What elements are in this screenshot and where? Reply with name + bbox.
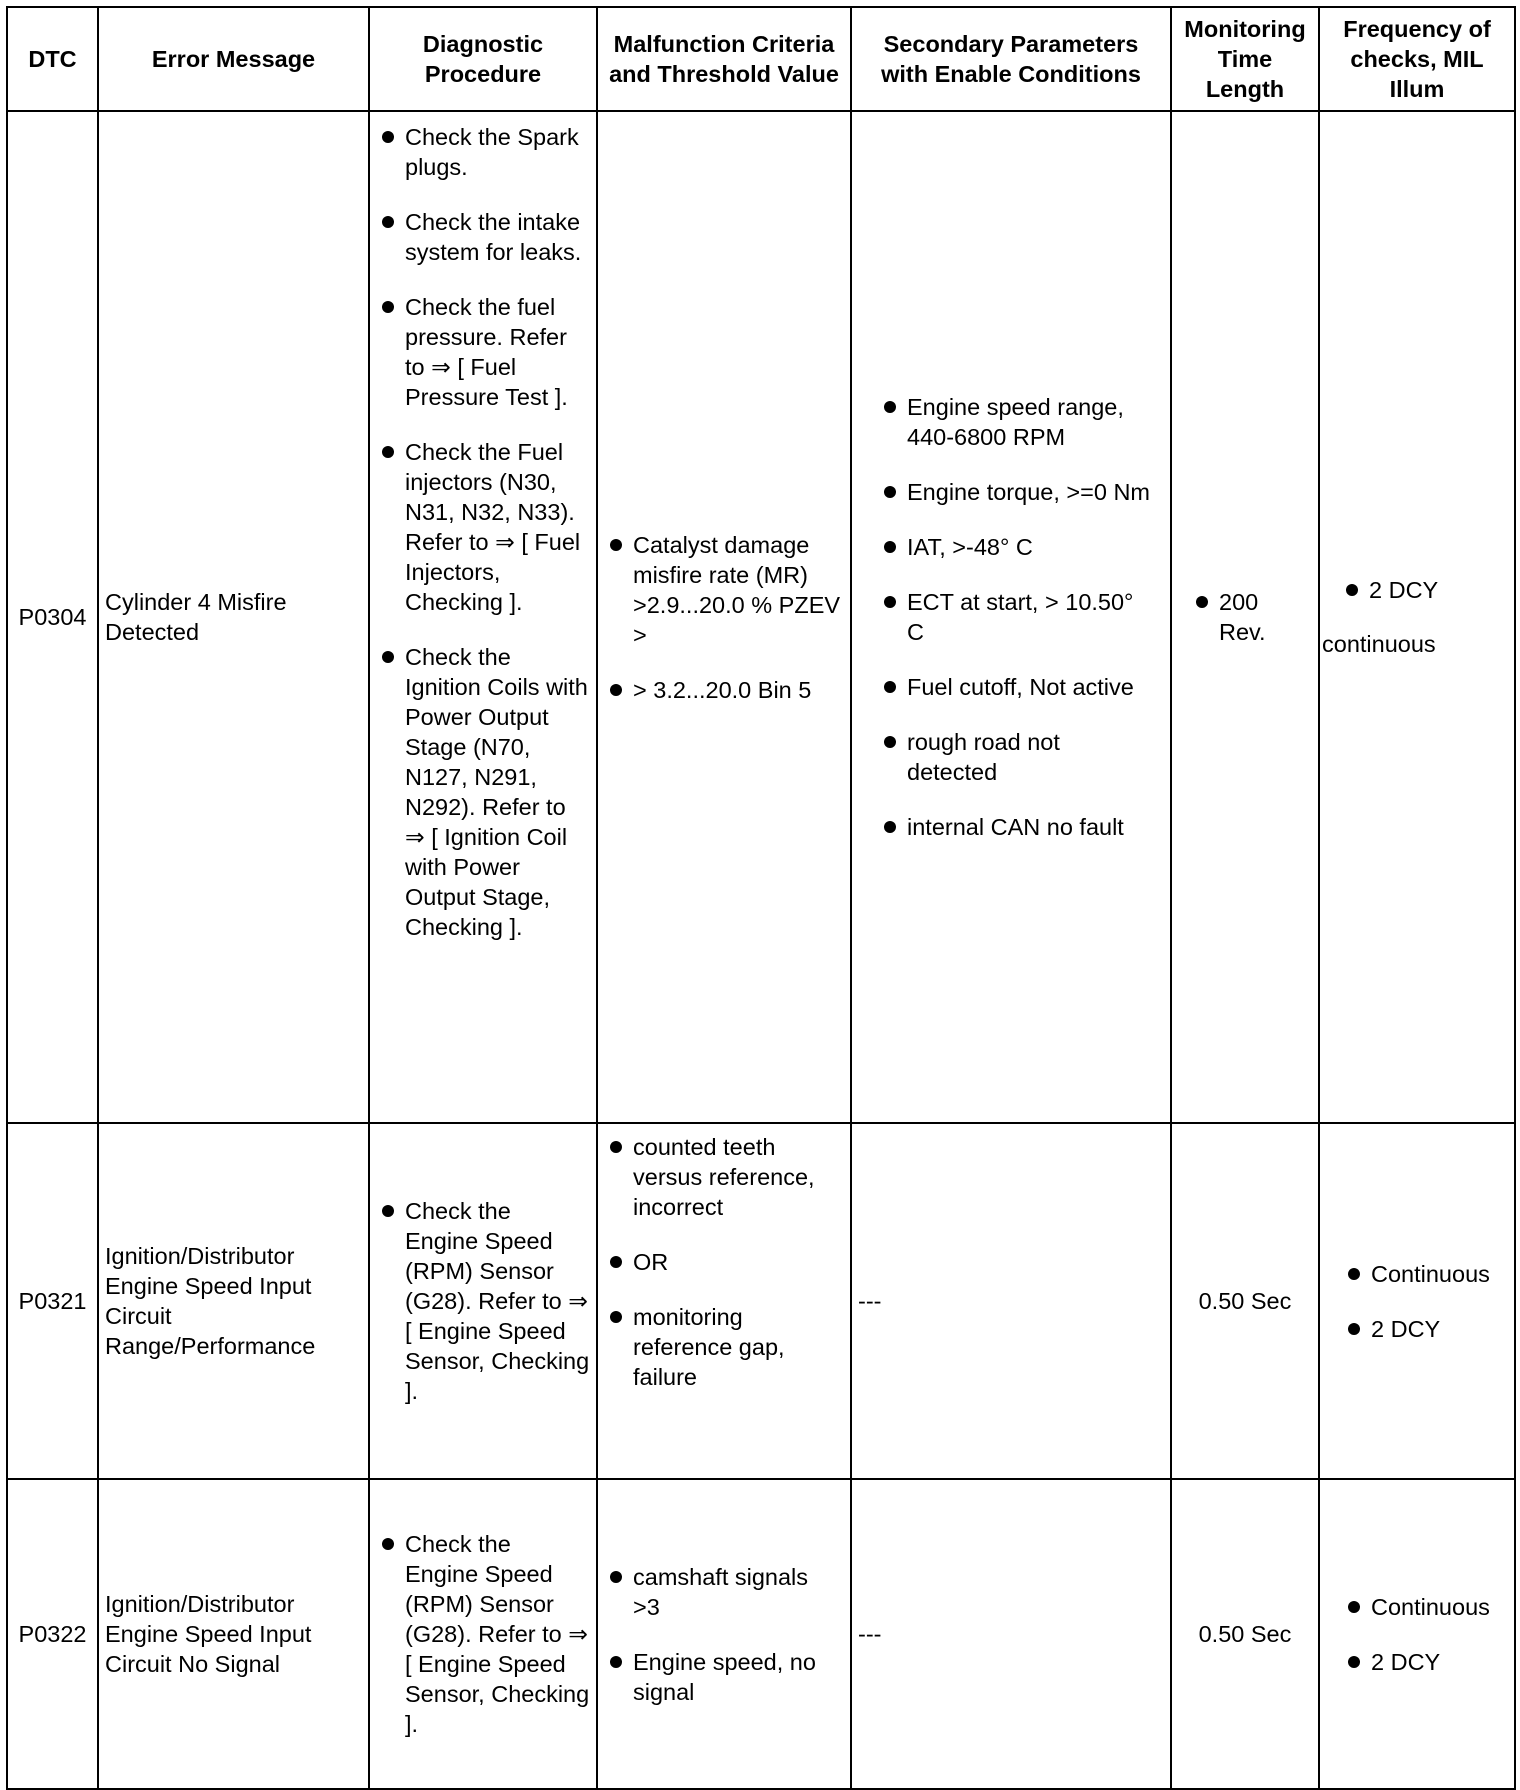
frequency-list bbox=[1322, 575, 1508, 605]
criteria-list bbox=[604, 530, 844, 705]
header-diagnostic-procedure: Diagnostic Procedure bbox=[369, 7, 597, 111]
monitoring-time: 0.50 Sec bbox=[1171, 1479, 1319, 1789]
procedure-list bbox=[376, 1529, 590, 1739]
list-item: Check the Fuel injectors (N30, N31, N32, N33). Refer to ⇒ [ Fuel Injectors, Checking ]. bbox=[376, 437, 590, 617]
list-item: 200 Rev. bbox=[1190, 587, 1312, 647]
diagnostic-procedure bbox=[369, 1123, 597, 1479]
dtc-table bbox=[6, 6, 1516, 1790]
procedure-list bbox=[376, 1196, 590, 1406]
error-message: Ignition/Distributor Engine Speed Input Circuit Range/Performance bbox=[98, 1123, 369, 1479]
criteria-list bbox=[604, 1132, 820, 1392]
list-item: internal CAN no fault bbox=[878, 812, 1154, 842]
criteria-list bbox=[604, 1562, 830, 1707]
monitoring-time: 0.50 Sec bbox=[1171, 1123, 1319, 1479]
malfunction-criteria bbox=[597, 111, 851, 1123]
header-row bbox=[7, 7, 1515, 111]
list-item: IAT, >-48° C bbox=[878, 532, 1154, 562]
list-item: Engine speed range, 440-6800 RPM bbox=[878, 392, 1154, 452]
list-item: 2 DCY bbox=[1340, 575, 1508, 605]
frequency-note: continuous bbox=[1322, 631, 1436, 657]
list-item: Fuel cutoff, Not active bbox=[878, 672, 1154, 702]
list-item: > 3.2...20.0 Bin 5 bbox=[604, 675, 844, 705]
secondary-parameters bbox=[851, 111, 1171, 1123]
error-message: Ignition/Distributor Engine Speed Input Circuit No Signal bbox=[98, 1479, 369, 1789]
list-item: Catalyst damage misfire rate (MR) >2.9...20.0 % PZEV > bbox=[604, 530, 844, 650]
list-item: Engine torque, >=0 Nm bbox=[878, 477, 1154, 507]
list-item: ECT at start, > 10.50° C bbox=[878, 587, 1154, 647]
list-item: Check the Spark plugs. bbox=[376, 122, 590, 182]
diagnostic-procedure bbox=[369, 1479, 597, 1789]
header-malfunction-criteria: Malfunction Criteria and Threshold Value bbox=[597, 7, 851, 111]
header-frequency: Frequency of checks, MIL Illum bbox=[1319, 7, 1515, 111]
procedure-list bbox=[376, 122, 590, 942]
dtc-code: P0322 bbox=[7, 1479, 98, 1789]
malfunction-criteria bbox=[597, 1479, 851, 1789]
list-item: Continuous bbox=[1342, 1259, 1508, 1289]
secondary-parameters: --- bbox=[851, 1479, 1171, 1789]
frequency-checks bbox=[1319, 1479, 1515, 1789]
list-item: OR bbox=[604, 1247, 820, 1277]
list-item: Check the Ignition Coils with Power Output Stage (N70, N127, N291, N292). Refer to ⇒ [ Ignition Coil with Power Output Stage, Checking ]. bbox=[376, 642, 590, 942]
dtc-code: P0321 bbox=[7, 1123, 98, 1479]
monitoring-list bbox=[1190, 587, 1312, 647]
list-item: rough road not detected bbox=[878, 727, 1154, 787]
table-row bbox=[7, 1123, 1515, 1479]
frequency-checks bbox=[1319, 1123, 1515, 1479]
list-item: counted teeth versus reference, incorrect bbox=[604, 1132, 820, 1222]
dtc-code: P0304 bbox=[7, 111, 98, 1123]
header-error-message: Error Message bbox=[98, 7, 369, 111]
diagnostic-procedure bbox=[369, 111, 597, 1123]
list-item: Check the fuel pressure. Refer to ⇒ [ Fuel Pressure Test ]. bbox=[376, 292, 590, 412]
list-item: monitoring reference gap, failure bbox=[604, 1302, 820, 1392]
header-monitoring-time: Monitoring Time Length bbox=[1171, 7, 1319, 111]
list-item: Continuous bbox=[1342, 1592, 1508, 1622]
header-secondary-parameters: Secondary Parameters with Enable Conditions bbox=[851, 7, 1171, 111]
monitoring-time bbox=[1171, 111, 1319, 1123]
malfunction-criteria bbox=[597, 1123, 851, 1479]
frequency-checks bbox=[1319, 111, 1515, 1123]
list-item: camshaft signals >3 bbox=[604, 1562, 830, 1622]
table-row bbox=[7, 1479, 1515, 1789]
list-item: Check the Engine Speed (RPM) Sensor (G28). Refer to ⇒ [ Engine Speed Sensor, Checking ]. bbox=[376, 1529, 590, 1739]
list-item: 2 DCY bbox=[1342, 1314, 1508, 1344]
table-row bbox=[7, 111, 1515, 1123]
list-item: Engine speed, no signal bbox=[604, 1647, 830, 1707]
frequency-list bbox=[1326, 1259, 1508, 1344]
error-message: Cylinder 4 Misfire Detected bbox=[98, 111, 369, 1123]
secondary-list bbox=[858, 392, 1164, 842]
header-dtc: DTC bbox=[7, 7, 98, 111]
list-item: 2 DCY bbox=[1342, 1647, 1508, 1677]
list-item: Check the intake system for leaks. bbox=[376, 207, 590, 267]
list-item: Check the Engine Speed (RPM) Sensor (G28). Refer to ⇒ [ Engine Speed Sensor, Checking ]. bbox=[376, 1196, 590, 1406]
secondary-parameters: --- bbox=[851, 1123, 1171, 1479]
frequency-list bbox=[1326, 1592, 1508, 1677]
